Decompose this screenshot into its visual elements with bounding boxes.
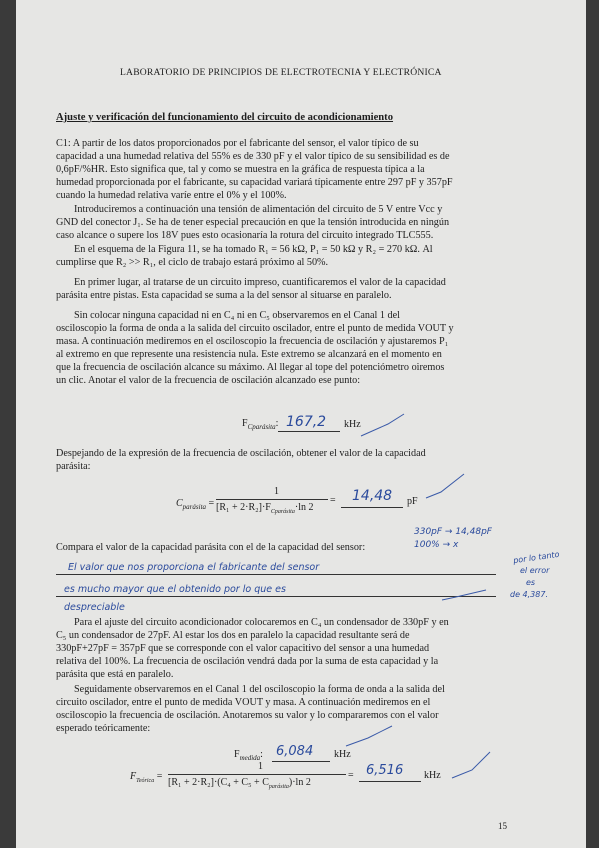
hw-calc-line-2: 100% → x [414,540,459,550]
cpar-unit: pF [407,496,418,507]
cpar-denominator: $[R_1 + 2\cdot R_2]\cdot F_{Cparásita}\cdot\ln$ 2 [216,502,314,515]
p3-line-1: En el esquema de la Figura 11, se ha tomado R₁ = 56 kΩ, P₁ = 50 kΩ y R₂ = 270 kΩ. Al [74,244,433,255]
check-mark-icon [452,752,490,778]
check-mark-icon [346,726,392,746]
section-title: Ajuste y verificación del funcionamiento del circuito de acondicionamiento [56,112,394,123]
fteo-label: $F_{Teórica}$ = [130,771,163,784]
hw-side-3: es [526,578,536,587]
page-number: 15 [498,821,507,831]
p5-line-1: Sin colocar ninguna capacidad ni en C₄ ni en C₅ observaremos en el Canal 1 del [74,310,400,321]
document-page [16,0,586,848]
p1-line-4: humedad proporcionada por el fabricante, su capacidad variará típicamente entre 297 pF y 357pF [56,177,453,188]
check-mark-icon [456,590,486,597]
fteo-equals: = [348,770,354,781]
cpar-numerator: 1 [274,486,279,497]
fteo-denominator: $[R_1 + 2\cdot R_2]\cdot(C_4 + C_5 + C_{parásita})\cdot\ln$ 2 [168,777,311,790]
p8-line-3: osciloscopio la frecuencia de oscilación. Anotaremos su valor y lo compararemos con el valor [56,710,439,721]
hw-answer-1: El valor que nos proporciona el fabricante del sensor [68,562,320,573]
p7-line-3: 330pF+27pF = 357pF que se corresponde con el valor capacitivo del sensor a una humedad [56,643,430,654]
check-mark-icon [361,414,404,436]
p5-line-3: masa. A continuación mediremos en el osciloscopio la frecuencia de oscilación y ajustaremos P₁ [56,336,449,347]
fmed-handwritten-value: 6,084 [276,744,314,759]
p1-line-2: capacidad a una humedad relativa del 55% es de 330 pF y el valor típico de su sensibilidad es de [56,151,450,162]
p4-line-2: parásita entre pistas. Esta capacidad se suma a la del sensor al situarse en paralelo. [56,290,392,301]
p2-line-1: Introduciremos a continuación una tensión de alimentación del circuito de 5 V entre Vcc y [74,204,443,215]
p5-line-2: osciloscopio la forma de onda a la salida del circuito oscilador, entre el punto de medida VOUT y [56,323,454,334]
fcp-unit: kHz [344,419,361,430]
p1-line-1: C1: A partir de los datos proporcionados por el fabricante del sensor, el valor típico de su [56,138,419,149]
cpar-label: $C_{parásita}$ = [176,498,215,511]
fmed-unit: kHz [334,749,351,760]
p7-line-2: C₅ un condensador de 27pF. Al estar los dos en paralelo la capacidad resultante será de [56,630,410,641]
p6-line-1: Despejando de la expresión de la frecuencia de oscilación, obtener el valor de la capacidad [56,448,426,459]
p5-line-6: un clic. Anotar el valor de la frecuencia de oscilación alcanzado ese punto: [56,375,361,386]
p8-line-2: circuito oscilador, entre el punto de medida VOUT y masa. A continuación mediremos en el [56,697,431,708]
p8-line-1: Seguidamente observaremos en el Canal 1 del osciloscopio la forma de onda a la salida del [74,684,445,695]
compare-prompt: Compara el valor de la capacidad parásita con el de la capacidad del sensor: [56,542,366,553]
hw-side-1: por lo tanto [512,549,561,566]
p8-line-4: esperado teóricamente: [56,723,151,734]
p1-line-3: 0,6pF/%HR. Esto significa que, tal y como se muestra en la gráfica de respuesta típica a la [56,164,425,175]
fteo-handwritten-value: 6,516 [366,763,404,778]
p3-line-2: cumplirse que R₂ >> R₁, el ciclo de trabajo estará próximo al 50%. [56,257,329,268]
p6-line-2: parásita: [56,461,91,472]
check-mark-icon [442,597,456,600]
hw-calc-line-1: 330pF → 14,48pF [414,527,492,537]
p4-line-1: En primer lugar, al tratarse de un circuito impreso, cuantificaremos el valor de la capacidad [74,277,446,288]
p5-line-5: que la frecuencia de oscilación alcance su máximo. Al llegar al tope del potenciómetro oiremos [56,362,445,373]
p7-line-1: Para el ajuste del circuito acondicionador colocaremos en C₄ un condensador de 330pF y en [74,617,449,628]
hw-side-2: el error [520,566,550,575]
p2-line-3: caso alcance o supere los 18V pues esto ocasionaría la rotura del circuito integrado TLC555. [56,230,434,241]
p5-line-4: al extremo en que represente una resistencia nula. Este extremo se alcanzará en el momento en [56,349,442,360]
cpar-equals: = [330,495,336,506]
fteo-numerator: 1 [258,761,263,772]
hw-side-4: de 4,387. [510,590,548,599]
check-mark-icon [426,474,464,498]
p7-line-4: relativa del 100%. La frecuencia de oscilación vendrá dada por la suma de esta capacidad y la [56,656,439,667]
handwritten-marks [16,0,586,848]
fmed-label: $F_{medida}$: [234,749,263,762]
fcp-label: $F_{Cparásita}$: [242,418,279,431]
fteo-unit: kHz [424,770,441,781]
hw-answer-2: es mucho mayor que el obtenido por lo que es [64,584,286,595]
p7-line-5: parásita que está en paralelo. [56,669,174,680]
hw-answer-3: despreciable [64,602,125,613]
page-header: LABORATORIO DE PRINCIPIOS DE ELECTROTECNIA Y ELECTRÓNICA [120,67,442,78]
cpar-handwritten-value: 14,48 [352,488,393,504]
p1-line-5: cuando la humedad relativa varíe entre el 0% y el 100%. [56,190,287,201]
fcp-handwritten-value: 167,2 [286,414,327,430]
p2-line-2: GND del conector J₁. Se ha de tener especial precaución en que la tensión introducida en ningún [56,217,450,228]
